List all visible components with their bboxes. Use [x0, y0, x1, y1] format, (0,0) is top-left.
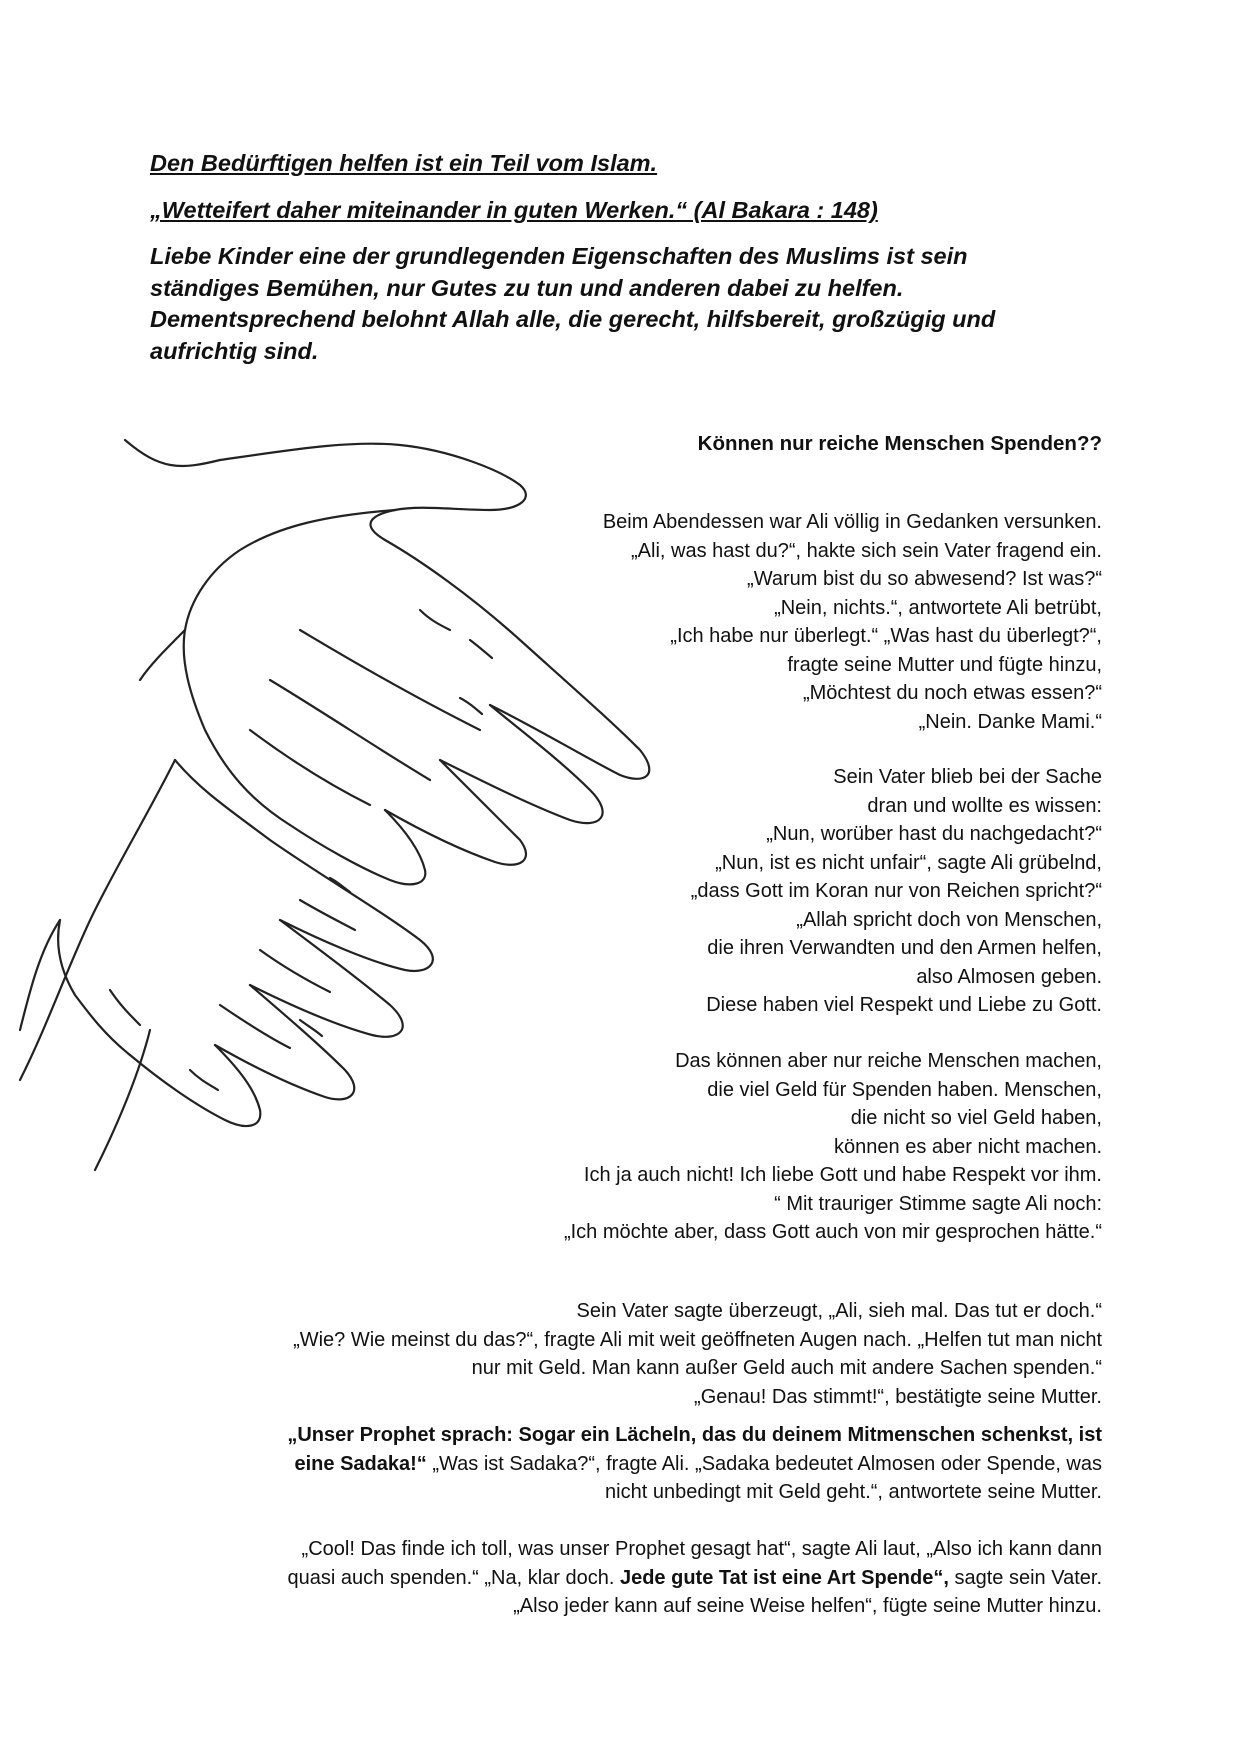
story-line: „dass Gott im Koran nur von Reichen spricht?“ [690, 880, 1102, 902]
prophet-quote-bold: eine Sadaka!“ [294, 1452, 427, 1475]
story-line: „Ich habe nur überlegt.“ „Was hast du überlegt?“, [670, 625, 1102, 647]
story-line: Das können aber nur reiche Menschen machen, [675, 1050, 1102, 1072]
story-line: “ Mit trauriger Stimme sagte Ali noch: [774, 1192, 1102, 1215]
story-paragraph-4 [293, 1297, 1102, 1411]
story-line [150, 1450, 1102, 1479]
story-title: Können nur reiche Menschen Spenden?? [697, 432, 1102, 455]
story-line: „Ich möchte aber, dass Gott auch von mir gesprochen hätte.“ [563, 1221, 1102, 1243]
story-line [150, 1564, 1102, 1593]
story-line: Diese haben viel Respekt und Liebe zu Gott. [706, 994, 1102, 1016]
story-line: „Nein, nichts.“, antwortete Ali betrübt, [774, 596, 1102, 619]
story-paragraph-2 [691, 763, 1102, 1020]
story-line: „Cool! Das finde ich toll, was unser Prophet gesagt hat“, sagte Ali laut, „Also ich kann dann [301, 1538, 1102, 1560]
story-paragraph-3 [564, 1047, 1102, 1247]
story-line: „Allah spricht doch von Menschen, [796, 908, 1102, 931]
story-line [150, 1421, 1102, 1450]
story-line: „Ali, was hast du?“, hakte sich sein Vater fragend ein. [631, 539, 1102, 562]
story-line: Sein Vater blieb bei der Sache [833, 766, 1102, 788]
story-line: „Genau! Das stimmt!“, bestätigte seine Mutter. [694, 1385, 1102, 1408]
story-line: „Warum bist du so abwesend? Ist was?“ [747, 568, 1102, 590]
intro-line: Liebe Kinder eine der grundlegenden Eigenschaften des Muslims ist sein [150, 243, 968, 269]
story-line: können es aber nicht machen. [834, 1135, 1102, 1158]
story-line: nicht unbedingt mit Geld geht.“, antwortete seine Mutter. [605, 1481, 1102, 1503]
story-line: „Nun, ist es nicht unfair“, sagte Ali grübelnd, [715, 851, 1102, 874]
story-line: die nicht so viel Geld haben, [850, 1107, 1102, 1129]
story-line: fragte seine Mutter und fügte hinzu, [787, 653, 1102, 676]
heading-title: Den Bedürftigen helfen ist ein Teil vom Islam. [150, 150, 658, 176]
story-line: „Nein. Danke Mami.“ [918, 710, 1102, 733]
story-text: sagte sein Vater. [948, 1566, 1102, 1589]
story-paragraph-6 [150, 1535, 1102, 1621]
story-line: Beim Abendessen war Ali völlig in Gedanken versunken. [602, 511, 1102, 533]
quran-quote-heading: „Wetteifert daher miteinander in guten Werken.“ (Al Bakara : 148) [150, 197, 878, 223]
moral-bold: Jede gute Tat ist eine Art Spende“, [619, 1566, 949, 1589]
prophet-quote-bold: „Unser Prophet sprach: Sogar ein Lächeln, das du deinem Mitmenschen schenkst, ist [287, 1424, 1102, 1446]
story-paragraph-5 [150, 1421, 1102, 1507]
intro-paragraph [150, 241, 1110, 367]
intro-line: aufrichtig sind. [150, 337, 319, 364]
story-text: „Was ist Sadaka?“, fragte Ali. „Sadaka bedeutet Almosen oder Spende, was [426, 1452, 1102, 1475]
story-line: nur mit Geld. Man kann außer Geld auch mit andere Sachen spenden.“ [471, 1357, 1102, 1379]
story-line: Sein Vater sagte überzeugt, „Ali, sieh mal. Das tut er doch.“ [576, 1300, 1102, 1322]
story-line: „Nun, worüber hast du nachgedacht?“ [766, 823, 1102, 845]
intro-line: ständiges Bemühen, nur Gutes zu tun und anderen dabei zu helfen. [150, 274, 904, 301]
story-line: „Also jeder kann auf seine Weise helfen“, fügte seine Mutter hinzu. [513, 1595, 1102, 1617]
story-line: dran und wollte es wissen: [867, 794, 1102, 817]
story-text: quasi auch spenden.“ „Na, klar doch. [287, 1566, 620, 1589]
story-line: die ihren Verwandten und den Armen helfen, [707, 937, 1102, 959]
story-line: „Möchtest du noch etwas essen?“ [802, 682, 1102, 704]
story-line: die viel Geld für Spenden haben. Menschen, [707, 1078, 1102, 1101]
story-paragraph-1 [603, 508, 1102, 736]
story-line: also Almosen geben. [916, 965, 1102, 988]
story-line: Ich ja auch nicht! Ich liebe Gott und habe Respekt vor ihm. [583, 1164, 1102, 1186]
story-line: „Wie? Wie meinst du das?“, fragte Ali mit weit geöffneten Augen nach. „Helfen tut man nicht [293, 1328, 1102, 1351]
intro-line: Dementsprechend belohnt Allah alle, die gerecht, hilfsbereit, großzügig und [150, 306, 996, 332]
